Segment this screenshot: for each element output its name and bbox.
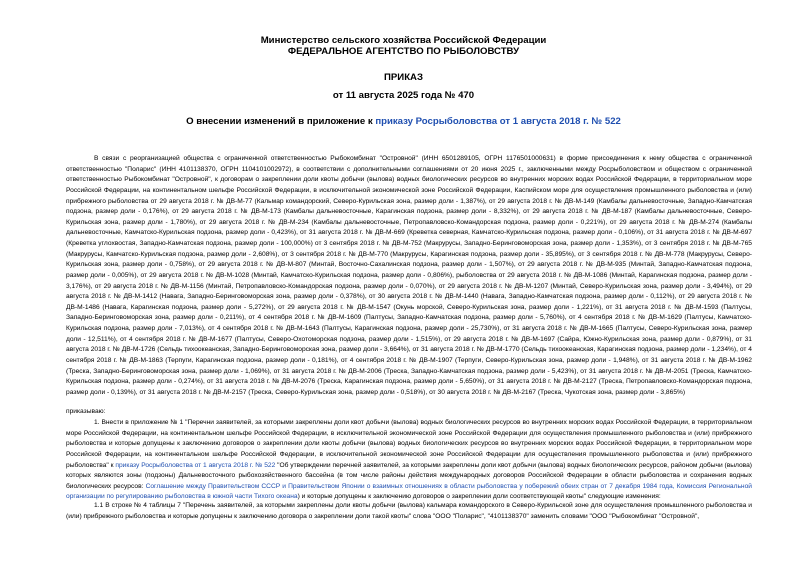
order-522-inline-link[interactable]: приказу Росрыболовства от 1 августа 2018 г. № 522 [115,461,276,469]
agreement-link[interactable]: Соглашение между Правительством СССР и Правительством Японии о взаимных отношениях в области рыболовства у побережий обеих стран от 7 декабря 1984 года, Комиссия Региональной организации по регулированию рыболовства в южной части Тихого океана [66,482,752,501]
preamble-paragraph: В связи с реорганизацией общества с ограниченной ответственностью Рыбокомбинат "Островной" (ИНН 6501289105, ОГРН 1176501000631) в форме присоединения к нему общества с ограниченной ответственностью "Поларис" (ИНН 4101138370, ОГРН 1104101002972), в соответствии с дополнительными соглашениями от 20 июня 2025 г., заключенными между Росрыболовством и обществом с ограниченной ответственностью Рыбокомбинат "Островной", к договорам о закреплении доли квоты добычи (вылова) водных биологических ресурсов во внутренних морских водах Российской Федерации, в территориальном море Российской Федерации, на континентальном шельфе Российской Федерации, в исключительной экономической зоне Российской Федерации, Каспийском море для осуществления промышленного рыболовства и (или) прибрежного рыболовства от 29 августа 2018 г. № ДВ-М-77 (Кальмар командорский, Северо-Курильская зона, размер доли - 1,387%), от 29 августа 2018 г. № ДВ-М-149 (Камбалы дальневосточные, Западно-Камчатская подзона, размер доли - 0,176%), от 29 августа 2018 г. № ДВ-М-173 (Камбалы дальневосточные, Карагинская подзона, размер доли - 8,332%), от 29 августа 2018 г. № ДВ-М-187 (Камбалы дальневосточные, Северо-Курильская зона, размер доли - 1,780%), от 29 августа 2018 г. № ДВ-М-234 (Камбалы дальневосточные, Петропавловско-Командорская подзона, размер доли - 0,221%), от 29 августа 2018 г. № ДВ-М-274 (Камбалы дальневосточные, Камчатско-Курильская подзона, размер доли - 0,423%), от 31 августа 2018 г. № ДВ-М-669 (Креветка северная, Камчатско-Курильская подзона, размер доли - 0,106%), от 31 августа 2018 г. № ДВ-М-697 (Креветка углохвостая, Западно-Камчатская подзона, размер доли - 100,000%) от 3 сентября 2018 г. № ДВ-М-752 (Макрурусы, Западно-Беринговоморская зона, размер доли - 1,353%), от 3 сентября 2018 г. № ДВ-М-765 (Макрурусы, Камчатско-Курильская подзона, размер доли - 2,608%), от 3 сентября 2018 г. № ДВ-М-770 (Макрурусы, Карагинская подзона, размер доли - 35,895%), от 3 сентября 2018 г. № ДВ-М-778 (Макрурусы, Северо-Курильская зона, размер доли - 0,758%), от 29 августа 2018 г. № ДВ-М-807 (Минтай, Восточно-Сахалинская подзона, размер доли - 1,507%), от 29 августа 2018 г. № ДВ-М-935 (Минтай, Западно-Камчатская подзона, размер доли - 0,005%), от 29 августа 2018 г. № ДВ-М-1028 (Минтай, Камчатско-Курильская подзона, размер доли - 0,806%), рыболовства от 29 августа 2018 г. № ДВ-М-1086 (Минтай, Карагинская подзона, размер доли - 3,176%), от 29 августа 2018 г. № ДВ-М-1156 (Минтай, Петропавловско-Командорская подзона, размер доли - 0,070%), от 29 августа 2018 г. № ДВ-М-1207 (Минтай, Северо-Курильская зона, размер доли - 3,494%), от 29 августа 2018 г. № ДВ-М-1412 (Навага, Западно-Беринговоморская зона, размер доли - 0,378%), от 30 августа 2018 г. № ДВ-М-1440 (Навага, Западно-Камчатская подзона, размер доли - 0,112%), от 29 августа 2018 г. № ДВ-М-1486 (Навага, Карагинская подзона, размер доли - 5,272%), от 29 августа 2018 г. № ДВ-М-1547 (Окунь морской, Северо-Курильская зона, размер доли - 1,221%), от 31 августа 2018 г. № ДВ-М-1593 (Палтусы, Западно-Беринговоморская зона, размер доли - 0,211%), от 4 сентября 2018 г. № ДВ-М-1609 (Палтусы, Западно-Камчатская подзона, размер доли - 5,760%), от 4 сентября 2018 г. № ДВ-М-1629 (Палтусы, Камчатско-Курильская подзона, размер доли - 7,013%), от 4 сентября 2018 г. № ДВ-М-1643 (Палтусы, Карагинская подзона, размер доли - 25,730%), от 31 августа 2018 г. № ДВ-М-1665 (Палтусы, Северо-Курильская зона, размер доли - 12,511%), от 4 сентября 2018 г. № ДВ-М-1677 (Палтусы, Северо-Охотоморская подзона, размер доли - 1,515%), от 29 августа 2018 г. № ДВ-М-1697 (Сайра, Южно-Курильская зона, размер доли - 0,879%), от 31 августа 2018 г. № ДВ-М-1726 (Сельдь тихоокеанская, Западно-Беринговоморская зона, размер доли - 3,664%), от 31 августа 2018 г. № ДВ-М-1770 (Сельдь тихоокеанская, Карагинская подзона, размер доли - 1,234%), от 4 сентября 2018 г. № ДВ-М-1863 (Терпуги, Карагинская подзона, размер доли - 0,181%), от 4 сентября 2018 г. № ДВ-М-1907 (Терпуги, Северо-Курильская зона, размер доли - 1,948%), от 31 августа 2018 г. № ДВ-М-1962 (Треска, Западно-Беринговоморская зона, размер доли - 1,069%), от 31 августа 2018 г. № ДВ-М-2006 (Треска, Западно-Камчатская подзона, размер доли - 5,423%), от 31 августа 2018 г. № ДВ-М-2051 (Треска, Камчатско-Курильская подзона, размер доли - 0,274%), от 31 августа 2018 г. № ДВ-М-2076 (Треска, Карагинская подзона, размер доли - 5,650%), от 31 августа 2018 г. № ДВ-М-2127 (Треска, Петропавловско-Командорская подзона, размер доли - 0,139%), от 31 августа 2018 г. № ДВ-М-2157 (Треска, Северо-Курильская зона, размер доли - 0,518%), от 30 августа 2018 г. № ДВ-М-2167 (Треска, Чукотская зона, размер доли - 3,865%) [66,155,752,396]
agency-name: ФЕДЕРАЛЬНОЕ АГЕНТСТВО ПО РЫБОЛОВСТВУ [287,46,520,57]
item-1-paragraph [66,418,752,503]
order-word: приказываю: [66,408,106,415]
document-title [0,116,807,127]
document-date-number: от 11 августа 2025 года № 470 [332,90,475,101]
document-type: ПРИКАЗ [384,72,423,83]
order-522-link[interactable]: приказу Росрыболовства от 1 августа 2018 г. № 522 [375,116,621,127]
item-1-1-paragraph: 1.1 В строке № 4 таблицы 7 "Перечень заявителей, за которыми закреплены доли квоты добычи (вылова) кальмара командорского в Северо-Курильской зоне для осуществления промышленного рыболовства и (или) прибрежного рыболовства и которые допущены к заключению договора о закреплении доли такой квоты" слова "ООО "Поларис", "4101138370" заменить словами "ООО "Рыбокомбинат "Островной", [66,502,752,520]
item-1-text-a: 1. Внести в приложение № 1 "Перечни заявителей, за которыми закреплены доли квот добычи (вылова) водных биологических ресурсов во внутренних морских водах Российской Федерации, в территориальном море Российской Федерации, на континентальном шельфе Российской Федерации, в исключительной экономической зоне Российской Федерации для осуществления промышленного рыболовства и (или) прибрежного рыболовства и которые допущены к заключению договоров о закреплении доли квоты добычи (вылова) водных биологических ресурсов во внутренних морских водах Российской Федерации, в территориальном море Российской Федерации, на континентальном шельфе Российской Федерации, в исключительной экономической зоне Российской Федерации для осуществления промышленного рыболовства и (или) прибрежного рыболовства" к [66,419,752,469]
item-1-text-b: "Об утверждении перечней заявителей, за которыми закреплены доли квот добычи (вылова) водных биологических ресурсов, районом добычи (вылова) которых являются зоны (подзоны) Дальневосточного рыбохозяйственного бассейна (в том числе районы действия международных договоров Российской Федерации в области рыболовства и сохранения водных биологических ресурсов: [66,461,753,490]
title-prefix: О внесении изменений в приложение к [186,116,376,127]
item-1-text-c: ) и которые допущены к заключению договоров о закреплении доли соответствующей квоты" следующие изменения: [297,493,661,501]
ministry-name: Министерство сельского хозяйства Российской Федерации [260,35,547,46]
